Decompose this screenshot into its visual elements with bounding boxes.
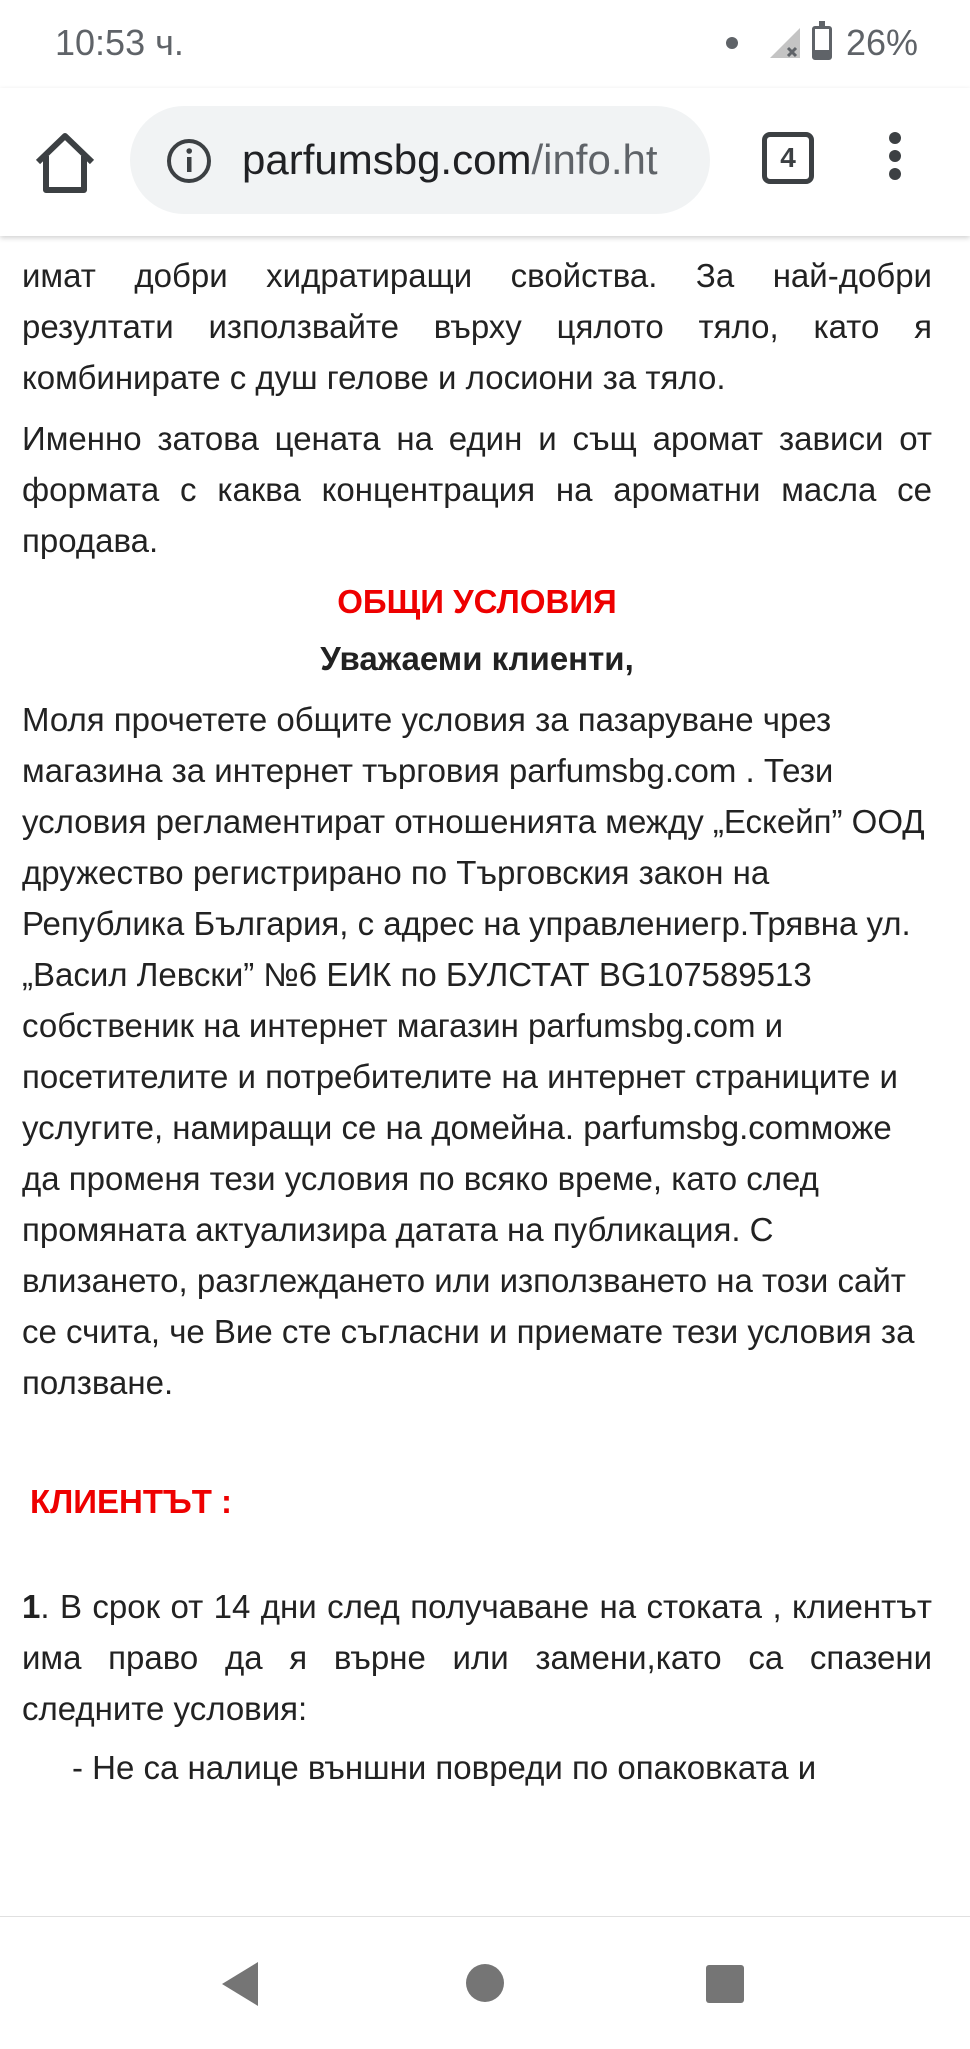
navigation-bar xyxy=(0,1916,970,2049)
recent-apps-icon[interactable] xyxy=(706,1965,744,2003)
tab-switcher-button[interactable]: 4 xyxy=(762,132,814,184)
heading-client: КЛИЕНТЪТ : xyxy=(30,1483,233,1520)
notification-dot-icon xyxy=(726,37,738,49)
url-path: /info.ht xyxy=(531,136,658,183)
paragraph-price: Именно затова цената на един и същ аромат зависи от формата с каква концентрация на ароматни масла се продава. xyxy=(22,420,932,559)
no-signal-icon xyxy=(768,26,802,60)
item-text: . В срок от 14 дни след получаване на стоката , клиентът има право да я върне или замени,като са спазени следните условия: xyxy=(22,1588,932,1727)
status-icons xyxy=(726,22,918,64)
info-icon[interactable] xyxy=(166,138,212,184)
status-time: 10:53 ч. xyxy=(55,22,184,63)
more-menu-icon[interactable] xyxy=(870,126,920,196)
clipped-text-line xyxy=(22,236,932,250)
heading-general-terms: ОБЩИ УСЛОВИЯ xyxy=(337,583,617,620)
status-bar xyxy=(0,0,970,88)
address-bar[interactable] xyxy=(130,106,710,214)
sub-condition-1: - Не са налице външни повреди по опаковката и xyxy=(72,1749,817,1786)
browser-toolbar xyxy=(0,88,970,236)
item-number: 1 xyxy=(22,1588,41,1625)
greeting: Уважаеми клиенти, xyxy=(320,640,634,677)
spacer xyxy=(22,1408,932,1442)
home-icon[interactable] xyxy=(30,128,100,198)
battery-icon xyxy=(812,26,832,60)
paragraph-hydration: имат добри хидратиращи свойства. За най-добри резултати използвайте върху цялото тяло, като я комбинирате с душ гелове и лосиони за тяло. xyxy=(22,257,932,396)
url-domain: parfumsbg.com xyxy=(242,136,532,183)
list-item-1 xyxy=(22,1581,932,1734)
spacer xyxy=(22,1442,932,1476)
battery-level xyxy=(815,50,829,57)
terms-paragraph: Моля прочетете общите условия за пазаруване чрез магазина за интернет търговия parfumsbg.com . Тези условия регламентират отношенията между „Ескейп” ООД дружество регистрирано по Търговския закон на Република България, с адрес на управлениегр.Трявна ул. „Васил Левски” №6 ЕИК по БУЛСТАТ BG107589513 собственик на интернет магазин parfumsbg.com и посетителите и потребителите на интернет страниците и услугите, намиращи се на домейна. parfumsbg.comможе да променя тези условия по всяко време, като след промяната актуализира датата на публикация. С влизането, разглеждането или използването на този сайт се счита, че Вие сте съгласни и приемате тези условия за ползване. xyxy=(22,701,925,1401)
spacer xyxy=(22,1527,932,1561)
back-icon[interactable] xyxy=(222,1962,258,2006)
battery-percent: 26% xyxy=(845,22,918,63)
page-content xyxy=(22,236,932,1916)
url-text[interactable] xyxy=(242,136,658,184)
home-circle-icon[interactable] xyxy=(466,1964,504,2002)
